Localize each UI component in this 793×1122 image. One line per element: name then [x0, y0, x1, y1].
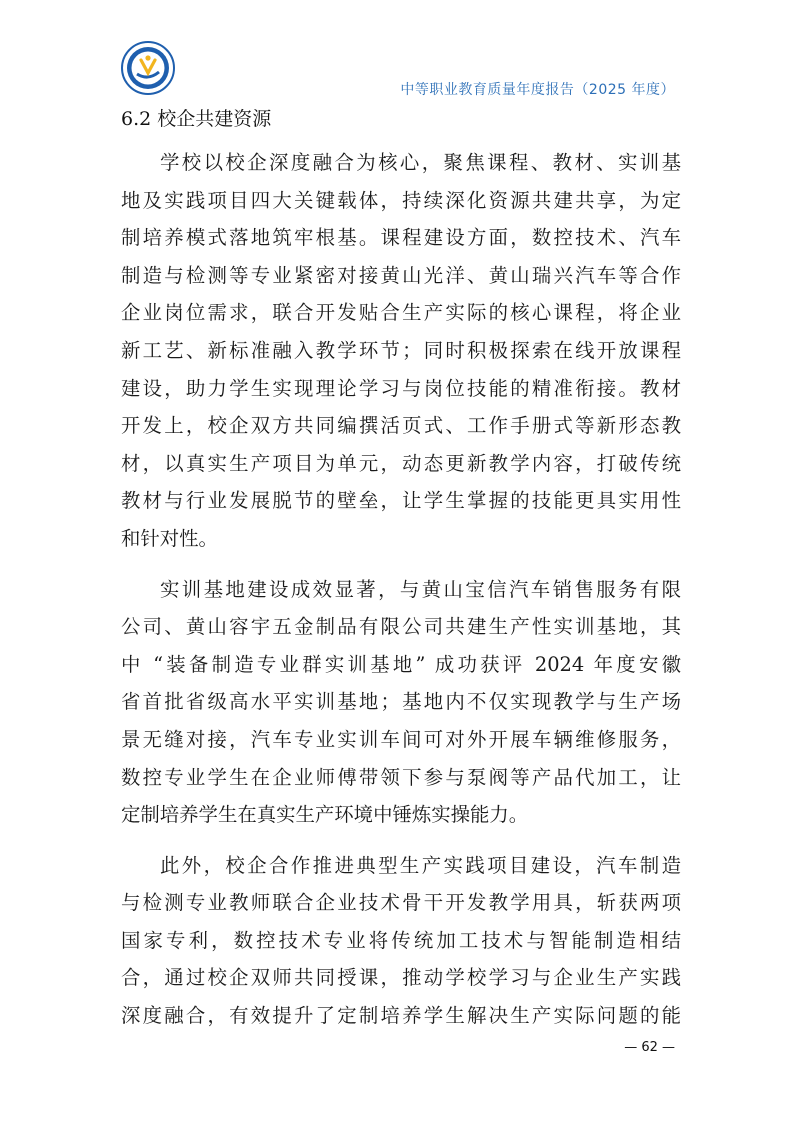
text-line: 建设，助力学生实现理论学习与岗位技能的精准衔接。教材	[121, 376, 681, 400]
text-line: 制造与检测等专业紧密对接黄山光洋、黄山瑞兴汽车等合作	[121, 263, 681, 287]
text-line: 国家专利，数控技术专业将传统加工技术与智能制造相结	[121, 928, 681, 952]
school-logo-icon	[121, 41, 175, 95]
body-text	[121, 144, 681, 1048]
page-number: — 62 —	[624, 1040, 675, 1055]
text-line: 开发上，校企双方共同编撰活页式、工作手册式等新形态教	[121, 414, 681, 438]
text-line: 学校以校企深度融合为核心，聚焦课程、教材、实训基	[160, 151, 681, 174]
report-title: 中等职业教育质量年度报告（2025 年度）	[400, 82, 675, 98]
text-line: 景无缝对接，汽车专业实训车间可对外开展车辆维修服务，	[121, 727, 681, 751]
paragraph-2	[121, 571, 681, 834]
text-line: 材，以真实生产项目为单元，动态更新教学内容，打破传统	[121, 451, 681, 475]
text-line: 定制培养学生在真实生产环境中锤炼实操能力。	[121, 803, 529, 827]
text-line: 地及实践项目四大关键载体，持续深化资源共建共享，为定	[121, 188, 681, 212]
paragraph-3	[121, 847, 681, 1035]
paragraph-1	[121, 144, 681, 558]
text-line: 企业岗位需求，联合开发贴合生产实际的核心课程，将企业	[121, 301, 681, 325]
text-line: 与检测专业教师联合企业技术骨干开发教学用具，斩获两项	[121, 891, 681, 915]
text-line: 教材与行业发展脱节的壁垒，让学生掌握的技能更具实用性	[121, 489, 681, 513]
text-line: 此外，校企合作推进典型生产实践项目建设，汽车制造	[160, 853, 681, 877]
text-line: 合，通过校企双师共同授课，推动学校学习与企业生产实践	[121, 966, 681, 990]
text-line: 和针对性。	[121, 526, 218, 550]
text-line: 公司、黄山容宇五金制品有限公司共建生产性实训基地，其	[121, 615, 681, 639]
text-line: 制培养模式落地筑牢根基。课程建设方面，数控技术、汽车	[121, 226, 681, 250]
section-heading: 6.2 校企共建资源	[121, 108, 272, 130]
text-line: 深度融合，有效提升了定制培养学生解决生产实际问题的能	[121, 1004, 681, 1028]
text-line: 新工艺、新标准融入教学环节；同时积极探索在线开放课程	[121, 338, 681, 362]
text-line: 中 “装备制造专业群实训基地” 成功获评 2024 年度安徽	[121, 652, 681, 676]
text-line: 省首批省级高水平实训基地；基地内不仅实现教学与生产场	[121, 690, 681, 714]
text-line: 数控专业学生在企业师傅带领下参与泵阀等产品代加工，让	[121, 765, 681, 789]
text-line: 实训基地建设成效显著，与黄山宝信汽车销售服务有限	[160, 577, 681, 601]
